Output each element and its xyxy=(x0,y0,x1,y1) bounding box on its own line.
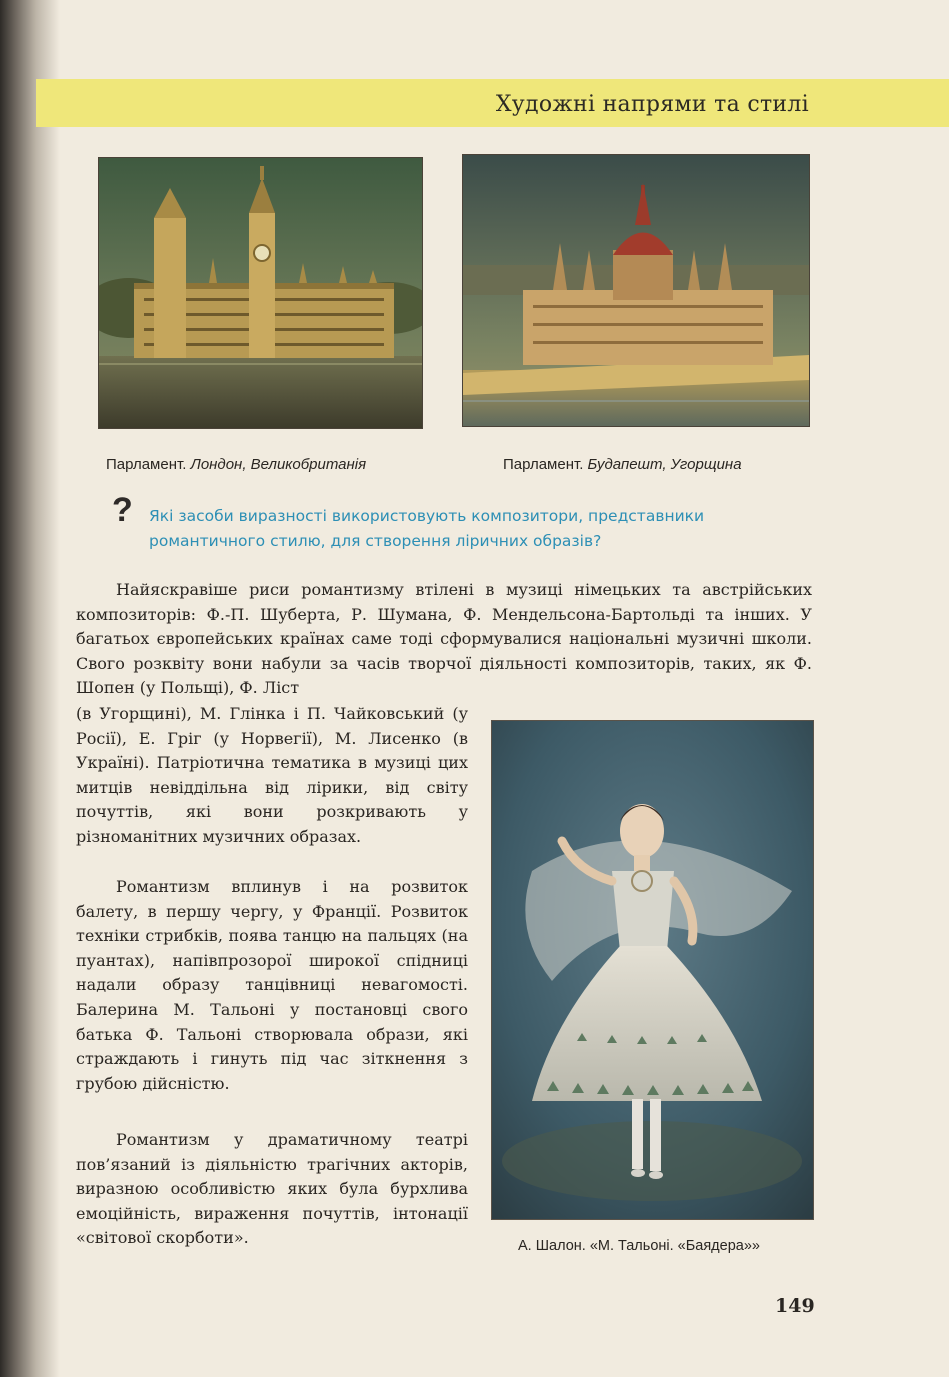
body-paragraph-1: Найяскравіше риси романтизму втілені в музиці німецьких та австрійських композиторів: Ф.-П. Шуберта, Р. Шумана, Ф. Мендельсона-Бартольді та інших. У багатьох європейських країнах саме тоді сформувалися національні музичні школи. Свого розквіту вони набули за часів творчої діяльності композиторів, таких, як Ф. Шопен (у Польщі), Ф. Ліст xyxy=(76,580,812,698)
body-paragraph-2: Романтизм вплинув і на розвиток балету, в першу чергу, у Франції. Розвиток техніки стрибків, поява танцю на пальцях (на пуантах), напівпрозорої широкої спідниці надали образу танцівниці невагомості. Балерина М. Тальоні у постановці свого батька Ф. Тальоні створювала образи, які страждають і гинуть під час зіткнення з грубою дійсністю. xyxy=(76,877,468,1093)
caption-italic: Лондон, Великобританія xyxy=(190,456,367,473)
caption-plain: Парламент. xyxy=(106,456,187,473)
page-gutter-shadow xyxy=(0,0,60,1377)
header-band xyxy=(36,79,949,127)
budapest-parliament-photo xyxy=(462,154,810,427)
question-icon: ? xyxy=(112,491,133,529)
body-paragraph-3: Романтизм у драматичному театрі пов’язаний із діяльністю трагічних акторів, виразною особливістю яких була бурхлива емоційність, вираження почуттів, інтонації «світової скорботи». xyxy=(76,1130,468,1248)
caption-plain: Парламент. xyxy=(503,456,584,473)
ballet-caption: А. Шалон. «М. Тальоні. «Баядера»» xyxy=(518,1238,760,1254)
taglioni-bayadere-illustration xyxy=(491,720,814,1220)
london-parliament-photo xyxy=(98,157,423,429)
question-text: Які засоби виразності використовують композитори, представники романтичного стилю, для створення ліричних образів? xyxy=(149,507,705,550)
chapter-title: Художні напрями та стилі xyxy=(495,92,809,117)
budapest-photo-caption xyxy=(503,456,742,473)
caption-italic: Будапешт, Угорщина xyxy=(587,456,742,473)
body-paragraph-1-continued: (в Угорщині), М. Глінка і П. Чайковський (у Росії), Е. Гріг (у Норвегії), М. Лисенко (в Україні). Патріотична тематика в музиці цих митців невіддільна від лірики, від світу почуттів, які вони розкривають у різноманітних музичних образах. xyxy=(76,704,468,846)
london-photo-caption xyxy=(106,456,366,473)
page-number: 149 xyxy=(775,1295,815,1317)
